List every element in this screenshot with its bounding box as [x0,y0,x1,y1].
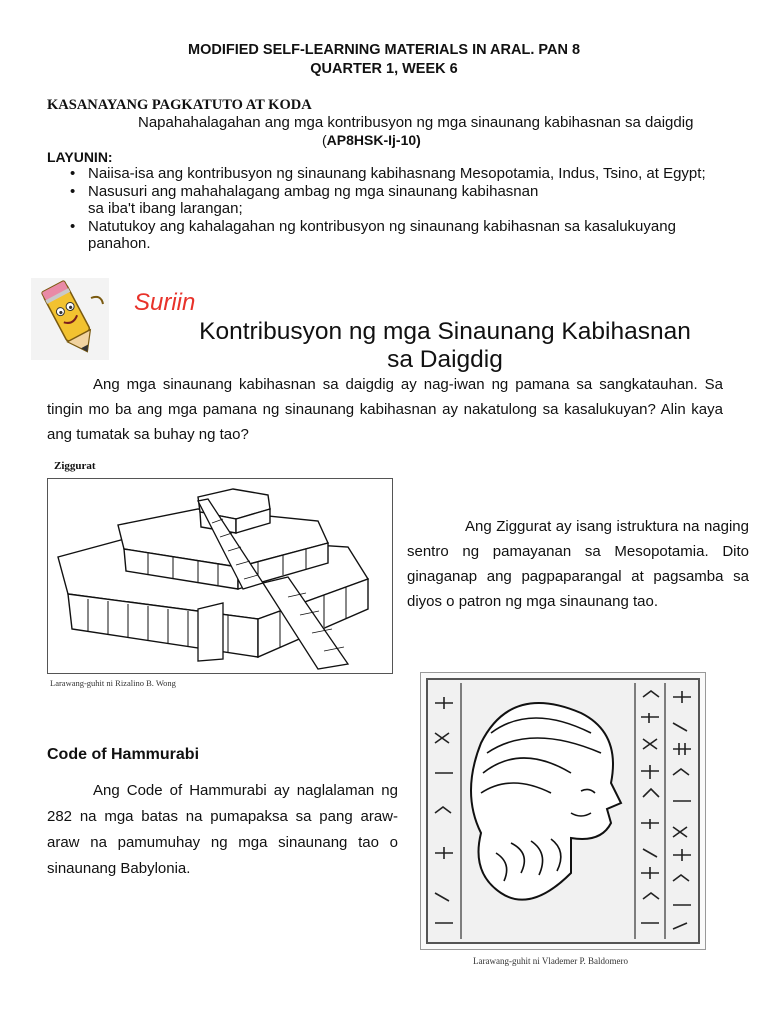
competency-heading: KASANAYANG PAGKATUTO AT KODA [47,97,312,113]
ziggurat-caption: Larawang-guhit ni Rizalino B. Wong [50,678,176,688]
competency-code [322,132,421,148]
ziggurat-text: Ang Ziggurat ay isang istruktura na naging sentro ng pamayanan sa Mesopotamia. Dito ginaganap ang pagpaparangal at pagsamba sa diyos o patron ng mga sinaunang tao. [407,518,749,610]
objective-item: • Nasusuri ang mahahalagang ambag ng mga sinaunang kabihasnan sa iba't ibang larangan; [62,183,558,218]
objective-item: • Natutukoy ang kahalagahan ng kontribusyon ng sinaunang kabihasnan sa kasalukuyang panahon. [62,218,722,253]
header-line-1: MODIFIED SELF-LEARNING MATERIALS IN ARAL. PAN 8 [187,42,581,58]
objectives-list [62,165,722,253]
intro-paragraph: Ang mga sinaunang kabihasnan sa daigdig ay nag-iwan ng pamana sa sangkatauhan. Sa tingin mo ba ang mga pamana ng sinaunang kabihasnan ay nakatulong sa kasalukuyan? Alin kaya ang tumatak sa buhay ng tao? [47,376,723,443]
ziggurat-image-label: Ziggurat [54,460,96,472]
ziggurat-drawing [47,478,393,674]
competency-text: Napahahalagahan ang mga kontribusyon ng mga sinaunang kabihasnan sa daigdig [138,114,694,131]
hammurabi-caption: Larawang-guhit ni Vlademer P. Baldomero [473,956,629,966]
objective-item: • Naiisa-isa ang kontribusyon ng sinaunang kabihasnang Mesopotamia, Indus, Tsino, at Egypt; [62,165,722,183]
code-value: AP8HSK-Ij-10) [326,132,421,148]
section-title-line-1: Kontribusyon ng mga Sinaunang Kabihasnan [199,318,691,345]
pencil-mascot-icon [31,278,109,360]
hammurabi-heading: Code of Hammurabi [47,746,200,763]
code-open: ( [322,132,327,148]
objectives-heading: LAYUNIN: [47,149,113,165]
hammurabi-text: Ang Code of Hammurabi ay naglalaman ng 282 na mga batas na pumapaksa sa pang araw-araw na pamumuhay ng mga sinaunang tao o sinaunang Babylonia. [47,782,398,877]
section-title [150,318,740,374]
header-line-2: QUARTER 1, WEEK 6 [310,61,458,77]
hammurabi-drawing [420,672,706,950]
section-label-suriin: Suriin [134,289,196,316]
section-title-line-2: sa Daigdig [387,346,503,373]
